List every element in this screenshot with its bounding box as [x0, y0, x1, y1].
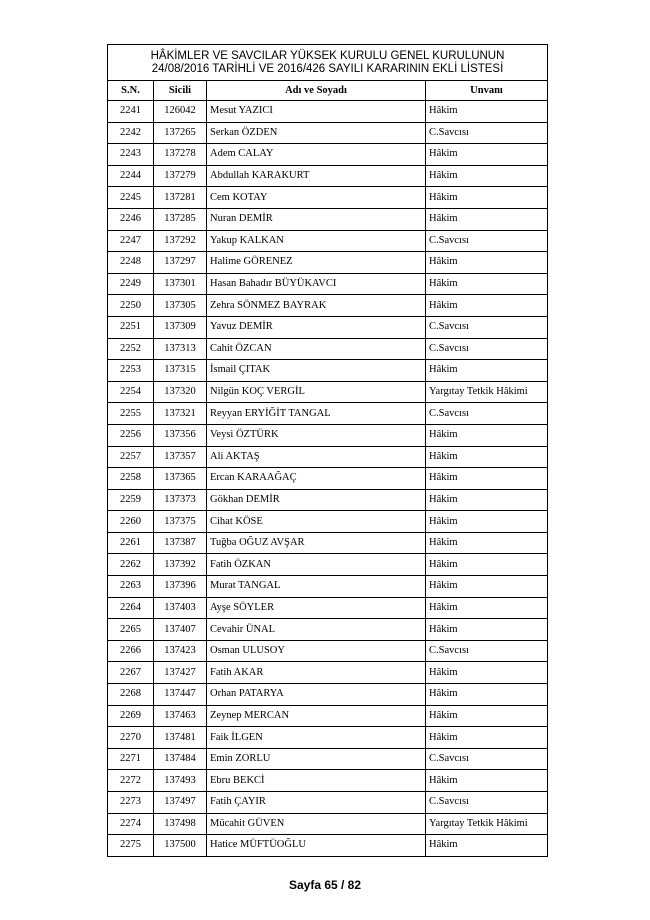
- cell-name: Adem CALAY: [207, 144, 426, 166]
- cell-sicil: 137375: [154, 511, 207, 533]
- cell-name: Ayşe SÖYLER: [207, 597, 426, 619]
- cell-sicil: 137305: [154, 295, 207, 317]
- column-header-row: [108, 81, 548, 101]
- table-row: [108, 424, 548, 446]
- table-row: [108, 187, 548, 209]
- cell-name: Cevahir ÜNAL: [207, 619, 426, 641]
- cell-sicil: 137279: [154, 165, 207, 187]
- table-row: [108, 446, 548, 468]
- cell-sicil: 137463: [154, 705, 207, 727]
- cell-sicil: 137373: [154, 489, 207, 511]
- cell-name: Fatih ÖZKAN: [207, 554, 426, 576]
- cell-sicil: 137407: [154, 619, 207, 641]
- cell-sicil: 126042: [154, 101, 207, 123]
- cell-sicil: 137309: [154, 316, 207, 338]
- cell-title: Hâkim: [426, 576, 548, 598]
- table-row: [108, 511, 548, 533]
- table-body: [108, 101, 548, 857]
- cell-name: Veysi ÖZTÜRK: [207, 424, 426, 446]
- cell-name: Reyyan ERYİĞİT TANGAL: [207, 403, 426, 425]
- cell-sicil: 137356: [154, 424, 207, 446]
- table-row: [108, 273, 548, 295]
- table-row: [108, 576, 548, 598]
- cell-name: Ercan KARAAĞAÇ: [207, 468, 426, 490]
- cell-title: Hâkim: [426, 511, 548, 533]
- cell-sn: 2263: [108, 576, 154, 598]
- table-row: [108, 165, 548, 187]
- cell-sicil: 137427: [154, 662, 207, 684]
- cell-title: Hâkim: [426, 187, 548, 209]
- cell-title: C.Savcısı: [426, 122, 548, 144]
- cell-sn: 2250: [108, 295, 154, 317]
- cell-sn: 2264: [108, 597, 154, 619]
- cell-sn: 2252: [108, 338, 154, 360]
- cell-sicil: 137481: [154, 727, 207, 749]
- cell-sicil: 137447: [154, 684, 207, 706]
- cell-name: Yavuz DEMİR: [207, 316, 426, 338]
- table-title: [108, 45, 548, 81]
- cell-title: Hâkim: [426, 252, 548, 274]
- cell-sn: 2253: [108, 360, 154, 382]
- cell-name: Yakup KALKAN: [207, 230, 426, 252]
- cell-sn: 2274: [108, 813, 154, 835]
- cell-title: Yargıtay Tetkik Hâkimi: [426, 381, 548, 403]
- cell-title: Hâkim: [426, 360, 548, 382]
- cell-title: Hâkim: [426, 273, 548, 295]
- cell-sn: 2247: [108, 230, 154, 252]
- cell-sn: 2261: [108, 532, 154, 554]
- table-row: [108, 489, 548, 511]
- cell-title: Hâkim: [426, 101, 548, 123]
- cell-title: C.Savcısı: [426, 230, 548, 252]
- cell-name: Hatice MÜFTÜOĞLU: [207, 835, 426, 857]
- cell-sicil: 137278: [154, 144, 207, 166]
- table-row: [108, 597, 548, 619]
- col-header-sn: S.N.: [108, 81, 154, 101]
- cell-name: Osman ULUSOY: [207, 640, 426, 662]
- cell-sicil: 137493: [154, 770, 207, 792]
- title-line-2: 24/08/2016 TARİHLİ VE 2016/426 SAYILI KARARININ EKLİ LİSTESİ: [151, 62, 504, 75]
- cell-title: Hâkim: [426, 662, 548, 684]
- table-row: [108, 381, 548, 403]
- table-row: [108, 295, 548, 317]
- cell-title: Hâkim: [426, 532, 548, 554]
- cell-title: Hâkim: [426, 144, 548, 166]
- cell-sn: 2265: [108, 619, 154, 641]
- col-header-sicil: Sicili: [154, 81, 207, 101]
- cell-name: Faik İLGEN: [207, 727, 426, 749]
- cell-title: Hâkim: [426, 619, 548, 641]
- cell-sn: 2242: [108, 122, 154, 144]
- cell-name: Orhan PATARYA: [207, 684, 426, 706]
- cell-sn: 2258: [108, 468, 154, 490]
- title-line-1: HÂKİMLER VE SAVCILAR YÜKSEK KURULU GENEL KURULUNUN: [150, 49, 505, 62]
- cell-name: Mücahit GÜVEN: [207, 813, 426, 835]
- table-row: [108, 705, 548, 727]
- table-row: [108, 122, 548, 144]
- cell-name: Zeynep MERCAN: [207, 705, 426, 727]
- table-row: [108, 316, 548, 338]
- table-row: [108, 748, 548, 770]
- cell-sn: 2248: [108, 252, 154, 274]
- cell-sn: 2267: [108, 662, 154, 684]
- table-row: [108, 101, 548, 123]
- cell-name: Serkan ÖZDEN: [207, 122, 426, 144]
- cell-name: Murat TANGAL: [207, 576, 426, 598]
- table-row: [108, 813, 548, 835]
- cell-title: C.Savcısı: [426, 316, 548, 338]
- cell-sicil: 137484: [154, 748, 207, 770]
- cell-sn: 2259: [108, 489, 154, 511]
- cell-sicil: 137315: [154, 360, 207, 382]
- cell-sn: 2268: [108, 684, 154, 706]
- cell-sn: 2275: [108, 835, 154, 857]
- cell-name: Hasan Bahadır BÜYÜKAVCI: [207, 273, 426, 295]
- cell-title: C.Savcısı: [426, 748, 548, 770]
- cell-name: Emin ZORLU: [207, 748, 426, 770]
- decision-list-table: [107, 44, 548, 857]
- table-row: [108, 468, 548, 490]
- cell-name: Gökhan DEMİR: [207, 489, 426, 511]
- cell-sn: 2254: [108, 381, 154, 403]
- cell-title: Hâkim: [426, 424, 548, 446]
- cell-name: Halime GÖRENEZ: [207, 252, 426, 274]
- cell-title: Hâkim: [426, 208, 548, 230]
- cell-sicil: 137396: [154, 576, 207, 598]
- cell-title: Hâkim: [426, 705, 548, 727]
- table-row: [108, 252, 548, 274]
- cell-sn: 2246: [108, 208, 154, 230]
- table-row: [108, 727, 548, 749]
- cell-sn: 2273: [108, 792, 154, 814]
- cell-sicil: 137321: [154, 403, 207, 425]
- cell-sicil: 137498: [154, 813, 207, 835]
- cell-name: Fatih ÇAYIR: [207, 792, 426, 814]
- cell-title: Hâkim: [426, 554, 548, 576]
- cell-title: Hâkim: [426, 770, 548, 792]
- cell-name: Nuran DEMİR: [207, 208, 426, 230]
- cell-sicil: 137497: [154, 792, 207, 814]
- cell-sicil: 137297: [154, 252, 207, 274]
- cell-name: Cem KOTAY: [207, 187, 426, 209]
- cell-sicil: 137365: [154, 468, 207, 490]
- cell-title: C.Savcısı: [426, 338, 548, 360]
- cell-name: Ali AKTAŞ: [207, 446, 426, 468]
- table-row: [108, 144, 548, 166]
- cell-sn: 2257: [108, 446, 154, 468]
- cell-sicil: 137301: [154, 273, 207, 295]
- cell-name: Cihat KÖSE: [207, 511, 426, 533]
- cell-name: Mesut YAZICI: [207, 101, 426, 123]
- cell-sn: 2272: [108, 770, 154, 792]
- cell-sicil: 137403: [154, 597, 207, 619]
- cell-sicil: 137265: [154, 122, 207, 144]
- cell-title: Hâkim: [426, 468, 548, 490]
- table-row: [108, 208, 548, 230]
- cell-title: Hâkim: [426, 835, 548, 857]
- cell-title: Hâkim: [426, 727, 548, 749]
- cell-sicil: 137387: [154, 532, 207, 554]
- cell-name: Abdullah KARAKURT: [207, 165, 426, 187]
- cell-title: C.Savcısı: [426, 792, 548, 814]
- table-row: [108, 360, 548, 382]
- cell-sn: 2266: [108, 640, 154, 662]
- cell-sn: 2270: [108, 727, 154, 749]
- cell-name: Zehra SÖNMEZ BAYRAK: [207, 295, 426, 317]
- cell-sn: 2256: [108, 424, 154, 446]
- table-row: [108, 770, 548, 792]
- cell-name: İsmail ÇITAK: [207, 360, 426, 382]
- cell-sicil: 137423: [154, 640, 207, 662]
- table-row: [108, 554, 548, 576]
- cell-title: C.Savcısı: [426, 640, 548, 662]
- table-row: [108, 403, 548, 425]
- cell-sicil: 137292: [154, 230, 207, 252]
- cell-sn: 2243: [108, 144, 154, 166]
- cell-title: C.Savcısı: [426, 403, 548, 425]
- cell-sicil: 137285: [154, 208, 207, 230]
- cell-name: Ebru BEKCİ: [207, 770, 426, 792]
- cell-title: Hâkim: [426, 489, 548, 511]
- cell-sn: 2249: [108, 273, 154, 295]
- cell-title: Hâkim: [426, 446, 548, 468]
- cell-name: Fatih AKAR: [207, 662, 426, 684]
- table-row: [108, 532, 548, 554]
- cell-sn: 2262: [108, 554, 154, 576]
- table-row: [108, 792, 548, 814]
- cell-sn: 2244: [108, 165, 154, 187]
- table-row: [108, 338, 548, 360]
- table-row: [108, 662, 548, 684]
- cell-name: Nilgün KOÇ VERGİL: [207, 381, 426, 403]
- cell-sicil: 137281: [154, 187, 207, 209]
- cell-title: Yargıtay Tetkik Hâkimi: [426, 813, 548, 835]
- table-row: [108, 835, 548, 857]
- cell-sn: 2251: [108, 316, 154, 338]
- cell-sn: 2245: [108, 187, 154, 209]
- cell-sicil: 137320: [154, 381, 207, 403]
- cell-title: Hâkim: [426, 684, 548, 706]
- table-row: [108, 640, 548, 662]
- cell-title: Hâkim: [426, 597, 548, 619]
- cell-sn: 2269: [108, 705, 154, 727]
- cell-sn: 2260: [108, 511, 154, 533]
- cell-name: Cahit ÖZCAN: [207, 338, 426, 360]
- cell-sn: 2255: [108, 403, 154, 425]
- cell-sicil: 137500: [154, 835, 207, 857]
- cell-title: Hâkim: [426, 295, 548, 317]
- table-row: [108, 230, 548, 252]
- col-header-name: Adı ve Soyadı: [207, 81, 426, 101]
- cell-sn: 2241: [108, 101, 154, 123]
- cell-name: Tuğba OĞUZ AVŞAR: [207, 532, 426, 554]
- col-header-title: Unvanı: [426, 81, 548, 101]
- cell-sicil: 137392: [154, 554, 207, 576]
- cell-sicil: 137357: [154, 446, 207, 468]
- table-title-row: [108, 45, 548, 81]
- page-number: Sayfa 65 / 82: [288, 878, 362, 892]
- table-row: [108, 619, 548, 641]
- cell-title: Hâkim: [426, 165, 548, 187]
- table-row: [108, 684, 548, 706]
- cell-sn: 2271: [108, 748, 154, 770]
- cell-sicil: 137313: [154, 338, 207, 360]
